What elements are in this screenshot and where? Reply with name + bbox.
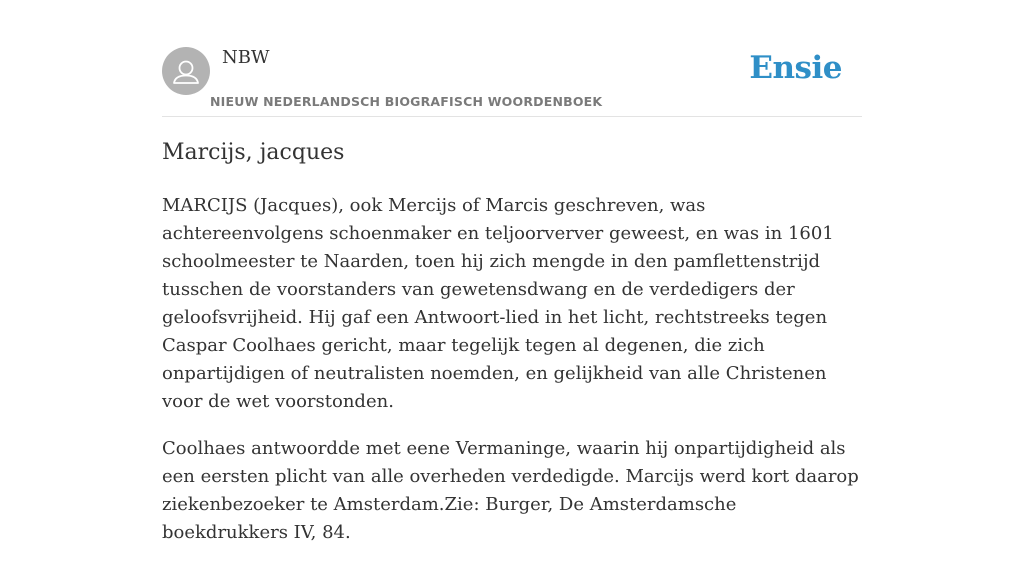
article-paragraph: Coolhaes antwoordde met eene Vermaninge, waarin hij onpartijdigheid als een eersten plicht van alle overheden verdedigde. Marcijs werd kort daarop ziekenbezoeker te Amsterdam.Zie: Burger, De Amsterdamsche boekdrukkers IV, 84. <box>162 438 859 543</box>
user-icon <box>162 47 210 95</box>
avatar[interactable] <box>162 47 210 95</box>
article-title: Marcijs, jacques <box>162 140 345 165</box>
article-body <box>162 192 867 566</box>
source-subtitle: NIEUW NEDERLANDSCH BIOGRAFISCH WOORDENBOEK <box>210 94 603 109</box>
source-name[interactable]: NBW <box>222 47 270 68</box>
article-paragraph: MARCIJS (Jacques), ook Mercijs of Marcis geschreven, was achtereenvolgens schoenmaker en teljoorverver geweest, en was in 1601 schoolmeester te Naarden, toen hij zich mengde in den pamflettenstrijd tusschen de voorstanders van gewetensdwang en de verdedigers der geloofsvrijheid. Hij gaf een Antwoort-lied in het licht, rechtstreeks tegen Caspar Coolhaes gericht, maar tegelijk tegen al degenen, die zich onpartijdigen of neutralisten noemden, en gelijkheid van alle Christenen voor de wet voorstonden. <box>162 195 834 412</box>
ensie-logo[interactable]: Ensie <box>749 50 842 86</box>
source-header <box>162 46 862 117</box>
